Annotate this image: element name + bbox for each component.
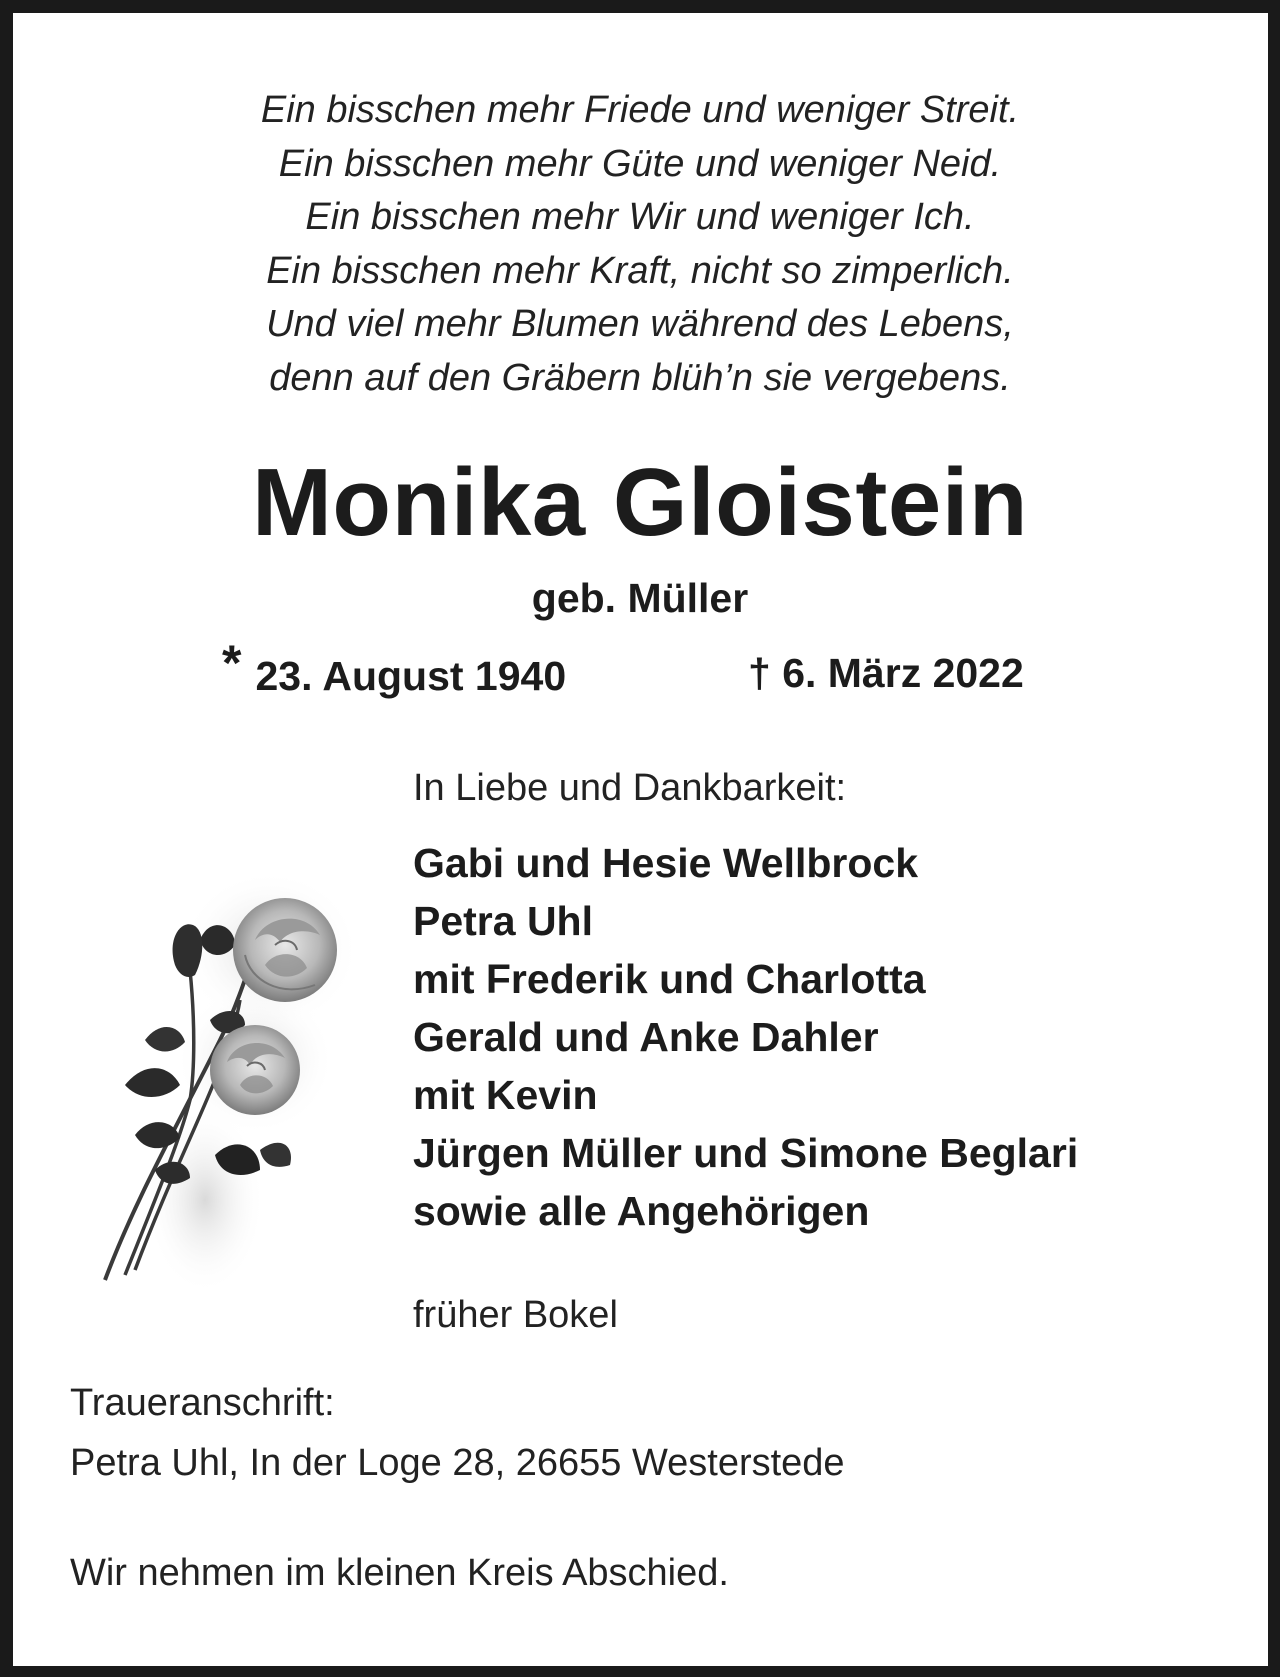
formerly-location: früher Bokel	[413, 1294, 618, 1336]
mourners-list	[413, 834, 1078, 1240]
list-item: Petra Uhl	[413, 898, 593, 944]
birth-date: 23. August 1940	[255, 653, 567, 699]
list-item: Gabi und Hesie Wellbrock	[413, 840, 919, 886]
list-item: mit Frederik und Charlotta	[413, 956, 926, 1002]
list-item: Jürgen Müller und Simone Beglari	[413, 1130, 1079, 1176]
list-item: mit Kevin	[413, 1072, 598, 1118]
poem	[0, 84, 1280, 406]
poem-line: Ein bisschen mehr Wir und weniger Ich.	[305, 196, 975, 239]
address-label: Traueranschrift:	[70, 1382, 335, 1424]
poem-line: Ein bisschen mehr Kraft, nicht so zimperlich.	[266, 249, 1014, 292]
thanks-line: In Liebe und Dankbarkeit:	[413, 767, 847, 809]
roses-illustration-icon	[95, 870, 385, 1290]
list-item: sowie alle Angehörigen	[413, 1188, 870, 1234]
poem-line: Ein bisschen mehr Güte und weniger Neid.	[278, 142, 1002, 185]
mourning-address: Petra Uhl, In der Loge 28, 26655 Westerstede	[70, 1442, 845, 1484]
poem-line: denn auf den Gräbern blüh’n sie vergebens.	[269, 356, 1011, 399]
list-item: Gerald und Anke Dahler	[413, 1014, 879, 1060]
death-date: † 6. März 2022	[748, 650, 1024, 696]
farewell-note: Wir nehmen im kleinen Kreis Abschied.	[70, 1552, 729, 1594]
birth-name: geb. Müller	[531, 575, 749, 621]
birth-star-icon: *	[222, 635, 242, 691]
deceased-name: Monika Gloistein	[251, 449, 1029, 556]
poem-line: Und viel mehr Blumen während des Lebens,	[266, 303, 1014, 346]
birth-date-line	[222, 635, 567, 699]
poem-line: Ein bisschen mehr Friede und weniger Streit.	[260, 89, 1020, 131]
